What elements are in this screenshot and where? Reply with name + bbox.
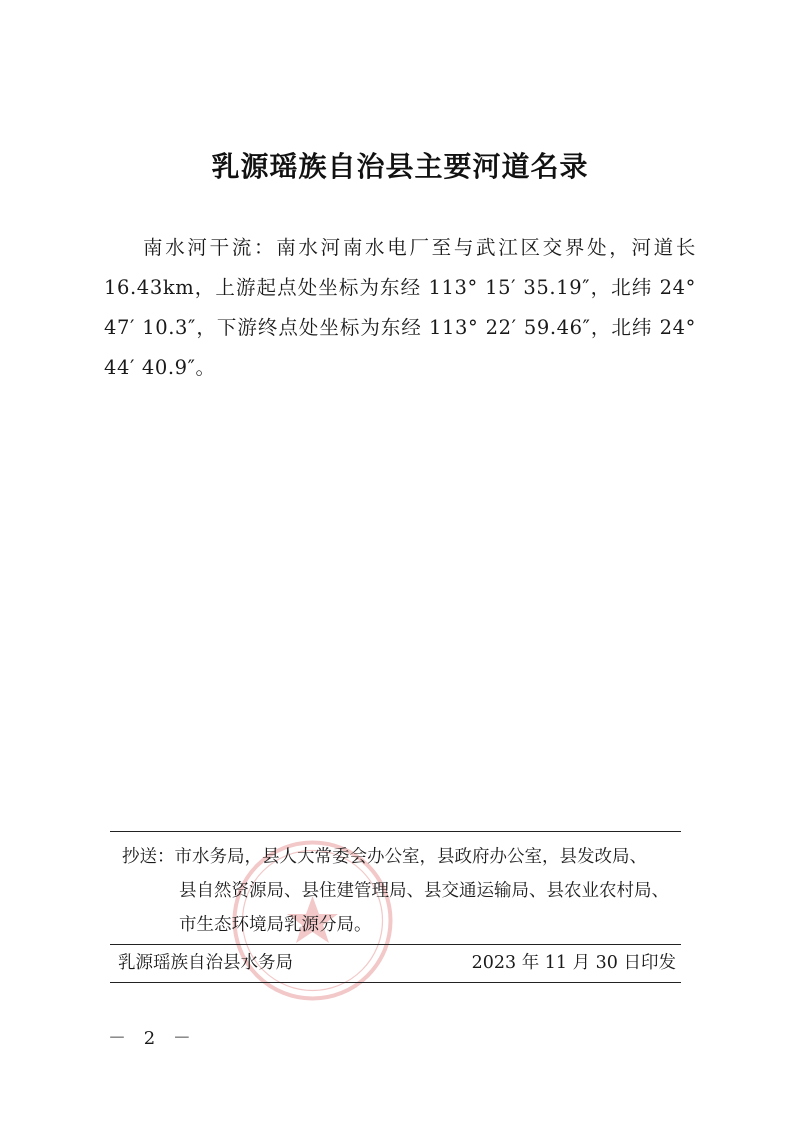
issuer-bottom-rule <box>110 982 681 983</box>
document-title: 乳源瑶族自治县主要河道名录 <box>211 150 589 183</box>
cc-top-rule <box>110 831 681 832</box>
cc-recipients-3: 市生态环境局乳源分局。 <box>179 915 372 935</box>
issuer-name: 乳源瑶族自治县水务局 <box>118 953 293 973</box>
cc-block <box>122 840 692 942</box>
body-content <box>104 228 696 388</box>
page-number: － 2 － <box>108 1028 197 1049</box>
cc-recipients-2: 县自然资源局、县住建管理局、县交通运输局、县农业农村局、 <box>179 881 669 901</box>
issuer-top-rule <box>110 944 681 945</box>
river-description-paragraph: 南水河干流：南水河南水电厂至与武江区交界处，河道长16.43km，上游起点处坐标为东经 113° 15′ 35.19″，北纬 24° 47′ 10.3″，下游终点处坐标为东经 113° 22′ 59.46″，北纬 24° 44′ 40.9″。 <box>104 236 696 379</box>
cc-recipients-1: 市水务局，县人大常委会办公室，县政府办公室，县发改局、 <box>174 847 647 867</box>
issue-date: 2023 年 11 月 30 日印发 <box>471 953 676 973</box>
cc-first-line <box>122 840 692 874</box>
cc-label: 抄送： <box>122 847 175 867</box>
